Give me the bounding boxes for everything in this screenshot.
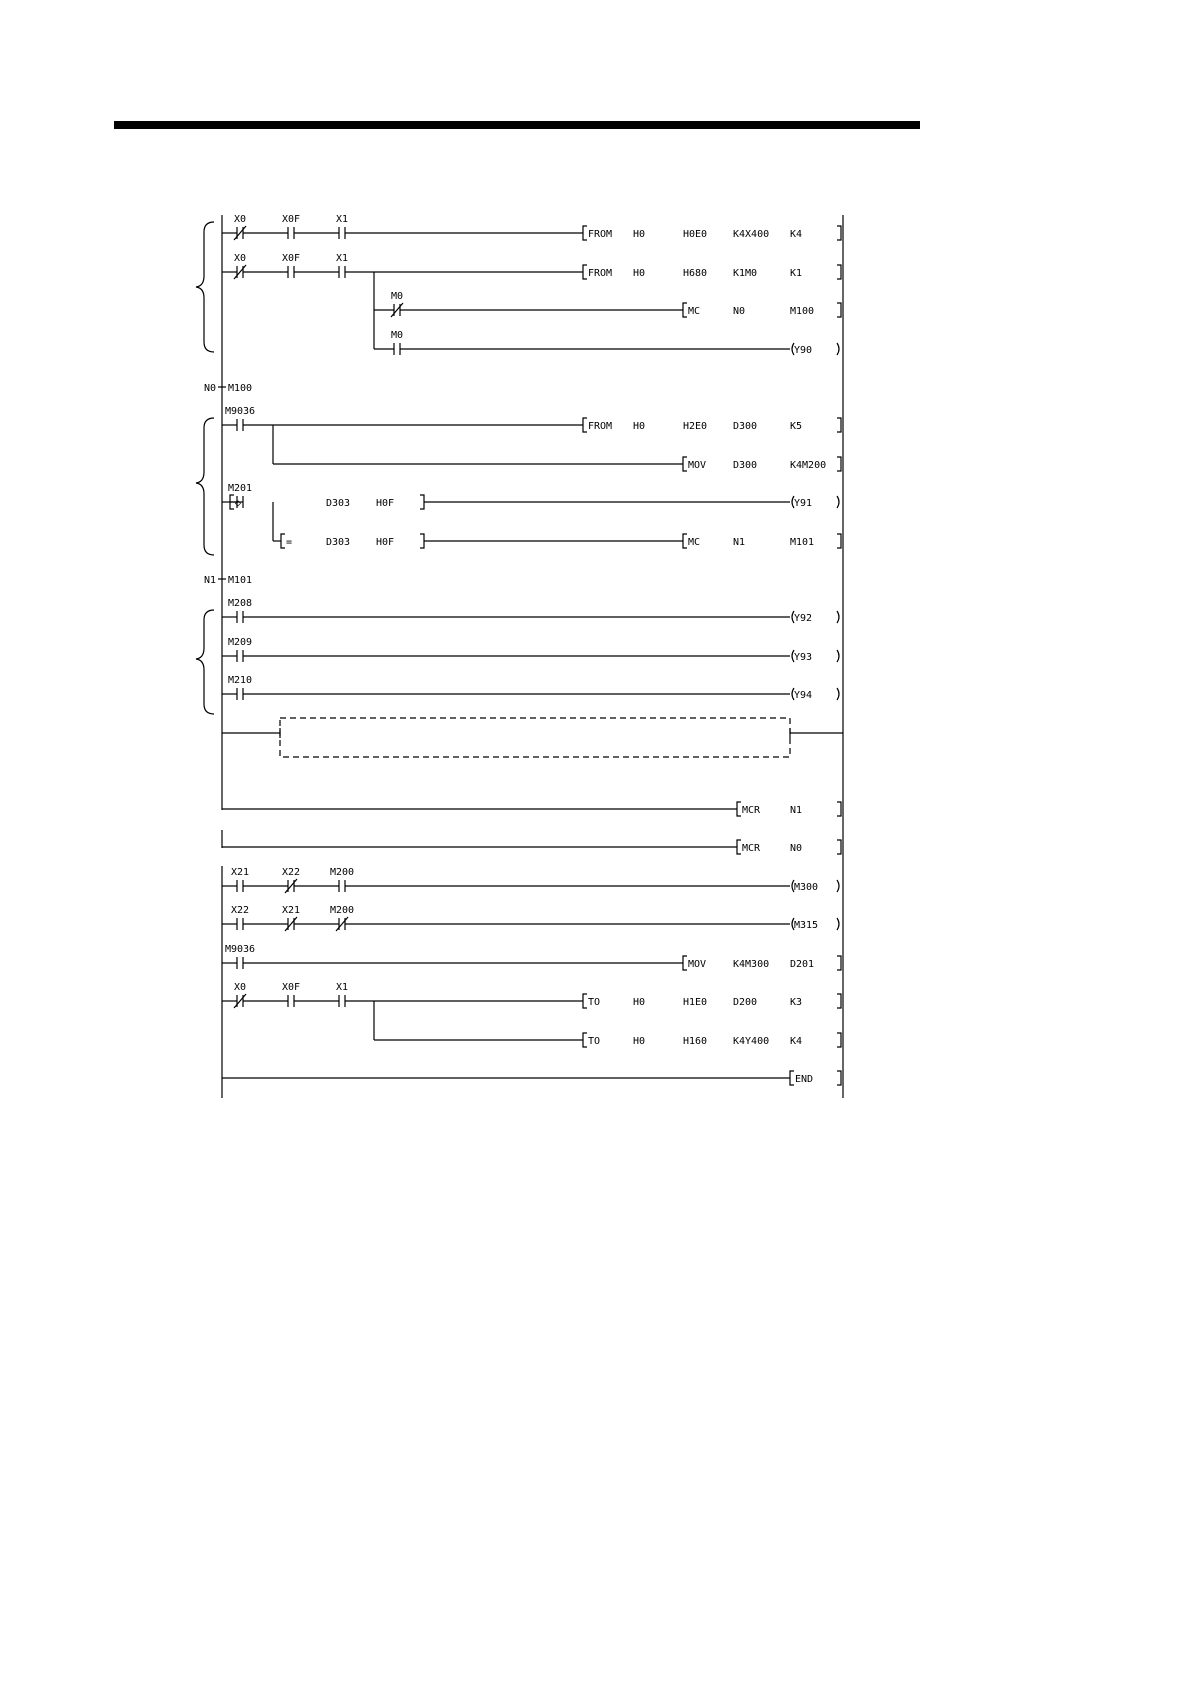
instruction-operand: H680 [683, 268, 708, 279]
instruction-bracket-left [583, 418, 587, 432]
compare-bracket-right [420, 495, 424, 509]
instruction-operand: K4 [790, 229, 803, 240]
instruction-bracket-right [837, 802, 841, 816]
contact-label: M200 [329, 905, 355, 916]
instruction-operand: N1 [790, 805, 803, 816]
instruction-operand: K1 [790, 268, 803, 279]
compare-operand: H0F [376, 498, 395, 509]
contact-label: M9036 [224, 944, 256, 955]
instruction-operand: H0 [633, 229, 646, 240]
instruction-operand: K3 [790, 997, 803, 1008]
contact-label: X0F [281, 214, 301, 225]
instruction-bracket-right [837, 418, 841, 432]
compare-operator: ◇ [235, 498, 242, 509]
contact-label: X0 [233, 214, 247, 225]
instruction-operand: K4M300 [733, 959, 770, 970]
instruction-name: MOV [688, 959, 707, 970]
instruction-bracket-right [837, 457, 841, 471]
instruction-operand: M101 [790, 537, 815, 548]
instruction-bracket-left [737, 840, 741, 854]
contact-label: M201 [227, 483, 253, 494]
contact-label: M209 [227, 637, 253, 648]
compare-bracket-left [281, 534, 285, 548]
instruction-operand: K4X400 [733, 229, 770, 240]
section-brace [196, 610, 214, 714]
contact-label: M208 [227, 598, 253, 609]
instruction-name: MCR [742, 805, 761, 816]
instruction-bracket-left [583, 265, 587, 279]
instruction-operand: H0 [633, 1036, 646, 1047]
contact-label: M0 [390, 330, 404, 341]
instruction-bracket-left [583, 1033, 587, 1047]
contact-label: X1 [335, 253, 349, 264]
instruction-name: MC [688, 306, 701, 317]
instruction-operand: N1 [733, 537, 746, 548]
compare-operator: = [286, 537, 293, 548]
instruction-bracket-left [683, 534, 687, 548]
instruction-name: FROM [588, 421, 613, 432]
instruction-name: END [795, 1074, 814, 1085]
instruction-operand: D201 [790, 959, 815, 970]
instruction-bracket-right [837, 265, 841, 279]
instruction-operand: K4 [790, 1036, 803, 1047]
section-brace [196, 418, 214, 555]
instruction-bracket-left [683, 457, 687, 471]
contact-label: X0F [281, 982, 301, 993]
mc-nest-label: N0 [203, 383, 216, 394]
compare-operand: D303 [326, 537, 351, 548]
instruction-name: FROM [588, 229, 613, 240]
instruction-operand: D300 [733, 421, 758, 432]
coil-right [837, 611, 839, 623]
coil-label: M315 [794, 920, 819, 931]
coil-label: M300 [794, 882, 819, 893]
coil-right [837, 650, 839, 662]
instruction-name: TO [588, 1036, 601, 1047]
program-placeholder-box [280, 718, 790, 757]
contact-label: X0 [233, 982, 247, 993]
instruction-operand: H160 [683, 1036, 708, 1047]
instruction-operand: M100 [790, 306, 815, 317]
contact-label: X21 [281, 905, 301, 916]
contact-label: M210 [227, 675, 253, 686]
instruction-operand: D300 [733, 460, 758, 471]
instruction-bracket-left [683, 956, 687, 970]
contact-label: X1 [335, 982, 349, 993]
contact-label: X0F [281, 253, 301, 264]
instruction-name: MC [688, 537, 701, 548]
compare-operand: D303 [326, 498, 351, 509]
coil-label: Y91 [794, 498, 813, 509]
instruction-name: MOV [688, 460, 707, 471]
coil-right [837, 496, 839, 508]
instruction-operand: K4M200 [790, 460, 827, 471]
instruction-operand: H0E0 [683, 229, 708, 240]
instruction-operand: K1M0 [733, 268, 758, 279]
instruction-operand: N0 [790, 843, 803, 854]
instruction-operand: H0 [633, 268, 646, 279]
section-brace [196, 222, 214, 352]
coil-right [837, 688, 839, 700]
instruction-operand: K5 [790, 421, 803, 432]
instruction-name: MCR [742, 843, 761, 854]
contact-label: X22 [281, 867, 301, 878]
contact-label: M200 [329, 867, 355, 878]
contact-label: X21 [230, 867, 250, 878]
instruction-bracket-right [837, 303, 841, 317]
mc-nest-label: N1 [203, 575, 216, 586]
instruction-operand: H2E0 [683, 421, 708, 432]
instruction-operand: H0 [633, 421, 646, 432]
compare-operand: H0F [376, 537, 395, 548]
instruction-operand: H0 [633, 997, 646, 1008]
instruction-bracket-left [583, 226, 587, 240]
coil-label: Y92 [794, 613, 813, 624]
instruction-bracket-right [837, 1033, 841, 1047]
contact-label: X1 [335, 214, 349, 225]
instruction-operand: H1E0 [683, 997, 708, 1008]
mc-coil-label: M101 [228, 575, 253, 586]
compare-bracket-right [420, 534, 424, 548]
coil-right [837, 918, 839, 930]
instruction-bracket-left [683, 303, 687, 317]
instruction-operand: D200 [733, 997, 758, 1008]
coil-right [837, 880, 839, 892]
contact-label: X0 [233, 253, 247, 264]
coil-label: Y93 [794, 652, 813, 663]
coil-label: Y94 [794, 690, 813, 701]
contact-label: M9036 [224, 406, 256, 417]
instruction-operand: K4Y400 [733, 1036, 770, 1047]
contact-label: M0 [390, 291, 404, 302]
mc-coil-label: M100 [228, 383, 253, 394]
coil-label: Y90 [794, 345, 813, 356]
instruction-bracket-right [837, 1071, 841, 1085]
instruction-bracket-right [837, 226, 841, 240]
instruction-bracket-left [790, 1071, 794, 1085]
instruction-name: TO [588, 997, 601, 1008]
instruction-bracket-right [837, 994, 841, 1008]
instruction-bracket-right [837, 840, 841, 854]
coil-right [837, 343, 839, 355]
instruction-bracket-right [837, 956, 841, 970]
instruction-operand: N0 [733, 306, 746, 317]
instruction-bracket-right [837, 534, 841, 548]
instruction-bracket-left [583, 994, 587, 1008]
instruction-name: FROM [588, 268, 613, 279]
contact-label: X22 [230, 905, 250, 916]
instruction-bracket-left [737, 802, 741, 816]
